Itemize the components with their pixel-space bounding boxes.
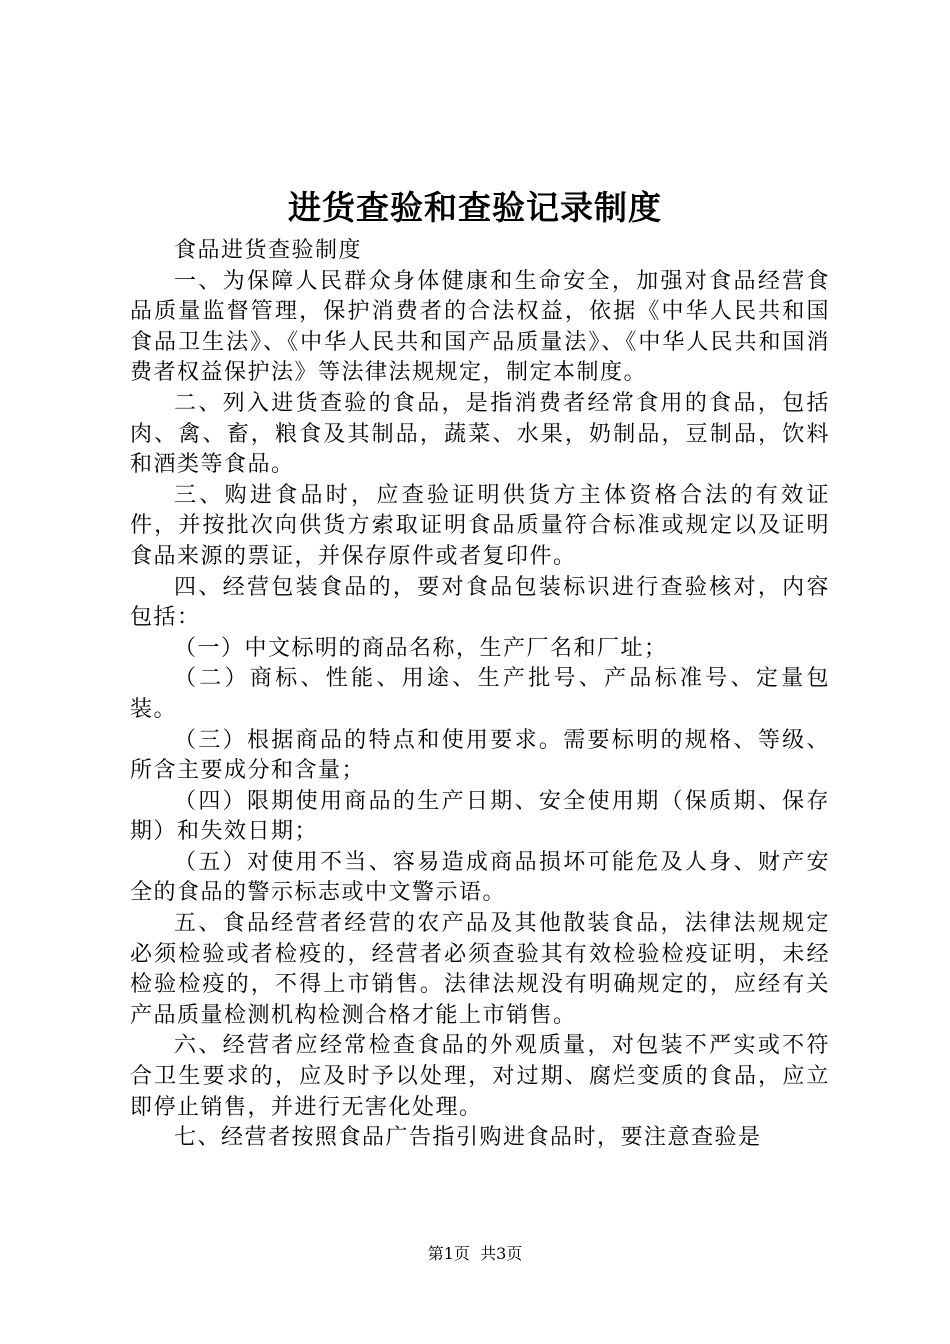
paragraph-4-item-5: （五）对使用不当、容易造成商品损坏可能危及人身、财产安全的食品的警示标志或中文警示语。 xyxy=(130,849,830,906)
document-title: 进货查验和查验记录制度 xyxy=(288,188,662,227)
paragraph-3: 三、购进食品时，应查验证明供货方主体资格合法的有效证件，并按批次向供货方索取证明食品质量符合标准或规定以及证明食品来源的票证，并保存原件或者复印件。 xyxy=(130,482,830,569)
paragraph-4: 四、经营包装食品的，要对食品包装标识进行查验核对，内容包括： xyxy=(130,574,830,631)
paragraph-2: 二、列入进货查验的食品，是指消费者经常食用的食品，包括肉、禽、畜，粮食及其制品，蔬菜、水果，奶制品，豆制品，饮料和酒类等食品。 xyxy=(130,390,830,478)
paragraph-4-item-2: （二）商标、性能、用途、生产批号、产品标准号、定量包装。 xyxy=(130,666,830,722)
page-number-footer: 第1页 共3页 xyxy=(427,1244,523,1263)
paragraph-1: 一、为保障人民群众身体健康和生命安全，加强对食品经营食品质量监督管理，保护消费者的合法权益，依据《中华人民共和国食品卫生法》、《中华人民共和国产品质量法》、《中华人民共和国消费者权益保护法》等法律法规规定，制定本制度。 xyxy=(130,268,830,386)
paragraph-5: 五、食品经营者经营的农产品及其他散装食品，法律法规规定必须检验或者检疫的，经营者必须查验其有效检验检疫证明，未经检验检疫的，不得上市销售。法律法规没有明确规定的，应经有关产品质量检测机构检测合格才能上市销售。 xyxy=(130,911,830,1028)
paragraph-4-item-3: （三）根据商品的特点和使用要求。需要标明的规格、等级、所含主要成分和含量； xyxy=(130,727,830,784)
document-body xyxy=(130,236,830,1154)
paragraph-7: 七、经营者按照食品广告指引购进食品时，要注意查验是 xyxy=(174,1125,762,1151)
paragraph-heading: 食品进货查验制度 xyxy=(174,238,363,263)
paragraph-4-item-4: （四）限期使用商品的生产日期、安全使用期（保质期、保存期）和失效日期； xyxy=(130,788,830,845)
paragraph-6: 六、经营者应经常检查食品的外观质量，对包装不严实或不符合卫生要求的，应及时予以处理，对过期、腐烂变质的食品，应立即停止销售，并进行无害化处理。 xyxy=(130,1033,830,1120)
paragraph-4-item-1: （一）中文标明的商品名称，生产厂名和厂址； xyxy=(174,635,668,661)
